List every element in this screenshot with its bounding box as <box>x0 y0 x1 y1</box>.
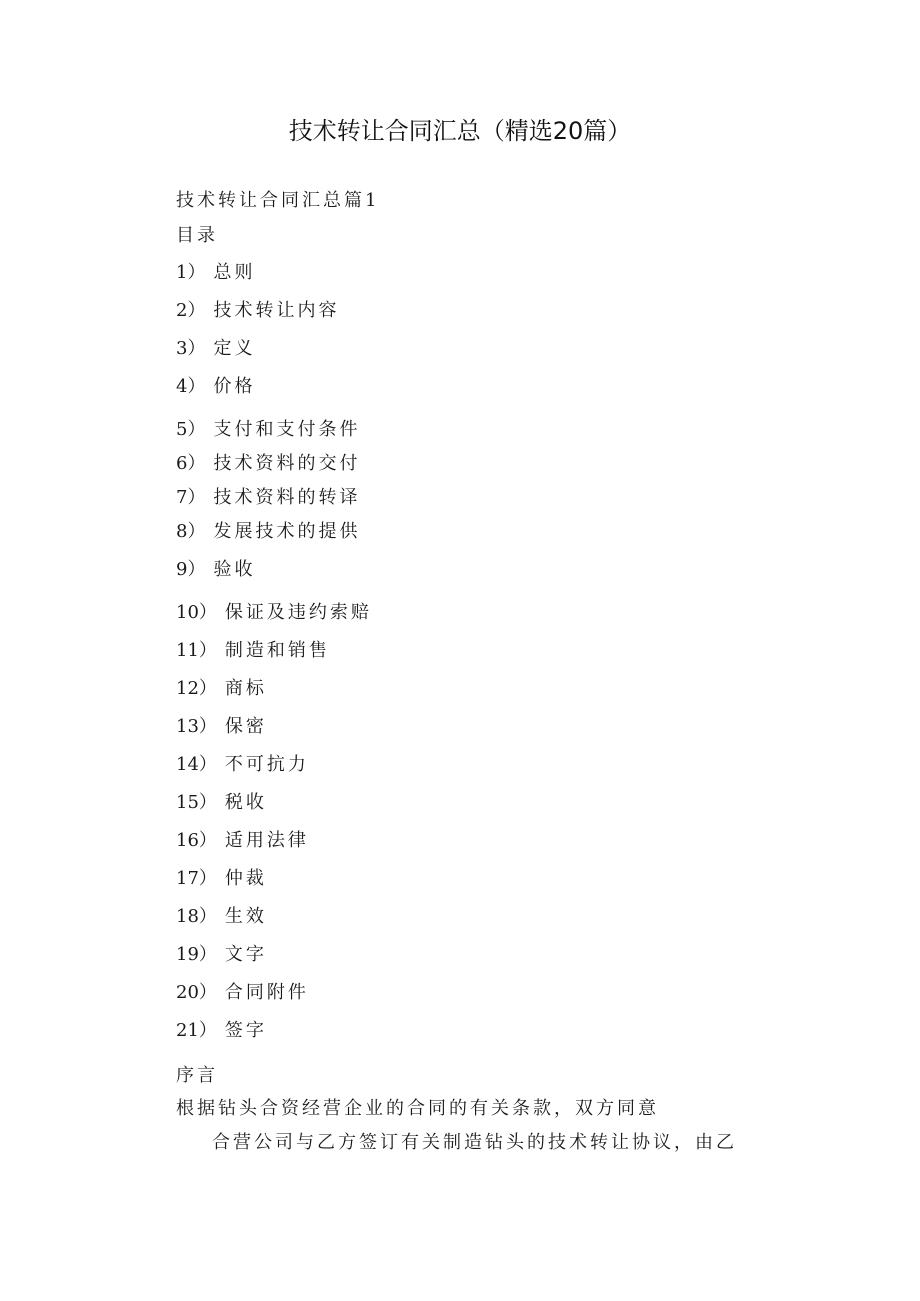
toc-item-text: 生效 <box>224 906 267 927</box>
toc-item-text: 发展技术的提供 <box>213 521 361 542</box>
toc-item-number: 8） <box>176 521 206 542</box>
toc-item-2 <box>176 299 339 323</box>
toc-item-text: 签字 <box>224 1020 267 1041</box>
body-paragraph-2: 合营公司与乙方签订有关制造钻头的技术转让协议，由乙 <box>212 1132 737 1153</box>
toc-item-text: 商标 <box>224 678 267 699</box>
toc-item-number: 4） <box>176 376 206 397</box>
toc-item-text: 技术资料的交付 <box>213 453 361 474</box>
toc-item-12 <box>176 677 267 701</box>
toc-item-number: 19） <box>176 944 217 965</box>
toc-item-text: 合同附件 <box>224 982 309 1003</box>
toc-item-text: 保密 <box>224 716 267 737</box>
toc-item-14 <box>176 753 309 777</box>
toc-item-20 <box>176 981 309 1005</box>
toc-item-1 <box>176 261 255 285</box>
toc-item-19 <box>176 943 267 967</box>
toc-item-number: 20） <box>176 982 217 1003</box>
toc-item-number: 2） <box>176 300 206 321</box>
preface-heading: 序言 <box>176 1065 218 1086</box>
toc-item-number: 7） <box>176 487 206 508</box>
toc-item-11 <box>176 639 330 663</box>
section-heading: 技术转让合同汇总篇1 <box>176 190 380 211</box>
toc-item-7 <box>176 486 360 510</box>
toc-item-16 <box>176 829 309 853</box>
toc-item-number: 5） <box>176 419 206 440</box>
toc-item-number: 9） <box>176 559 206 580</box>
toc-item-text: 总则 <box>213 262 256 283</box>
toc-item-text: 技术资料的转译 <box>213 487 361 508</box>
toc-item-number: 12） <box>176 678 217 699</box>
toc-item-18 <box>176 905 267 929</box>
toc-item-text: 支付和支付条件 <box>213 419 361 440</box>
body-paragraph-1: 根据钻头合资经营企业的合同的有关条款，双方同意 <box>176 1098 659 1119</box>
toc-item-text: 定义 <box>213 338 256 359</box>
toc-item-8 <box>176 520 360 544</box>
toc-item-number: 21） <box>176 1020 217 1041</box>
toc-heading: 目录 <box>176 225 218 246</box>
toc-item-6 <box>176 452 360 476</box>
toc-item-text: 价格 <box>213 376 256 397</box>
toc-item-number: 16） <box>176 830 217 851</box>
toc-item-15 <box>176 791 267 815</box>
toc-item-number: 13） <box>176 716 217 737</box>
toc-item-number: 3） <box>176 338 206 359</box>
toc-item-text: 不可抗力 <box>224 754 309 775</box>
toc-item-number: 17） <box>176 868 217 889</box>
document-title: 技术转让合同汇总（精选20篇） <box>288 117 632 145</box>
toc-item-text: 适用法律 <box>224 830 309 851</box>
toc-item-5 <box>176 418 360 442</box>
toc-item-21 <box>176 1019 267 1043</box>
toc-item-text: 保证及违约索赔 <box>224 602 372 623</box>
toc-item-number: 18） <box>176 906 217 927</box>
toc-item-9 <box>176 558 255 582</box>
toc-item-text: 文字 <box>224 944 267 965</box>
toc-item-text: 技术转让内容 <box>213 300 340 321</box>
toc-item-number: 11） <box>176 640 217 661</box>
toc-item-number: 1） <box>176 262 206 283</box>
toc-item-13 <box>176 715 267 739</box>
toc-item-number: 15） <box>176 792 217 813</box>
toc-item-number: 6） <box>176 453 206 474</box>
toc-item-10 <box>176 601 372 625</box>
toc-item-17 <box>176 867 267 891</box>
toc-item-4 <box>176 375 255 399</box>
toc-item-number: 10） <box>176 602 217 623</box>
toc-item-text: 制造和销售 <box>224 640 330 661</box>
toc-item-number: 14） <box>176 754 217 775</box>
toc-item-3 <box>176 337 255 361</box>
toc-item-text: 税收 <box>224 792 267 813</box>
toc-item-text: 验收 <box>213 559 256 580</box>
toc-item-text: 仲裁 <box>224 868 267 889</box>
